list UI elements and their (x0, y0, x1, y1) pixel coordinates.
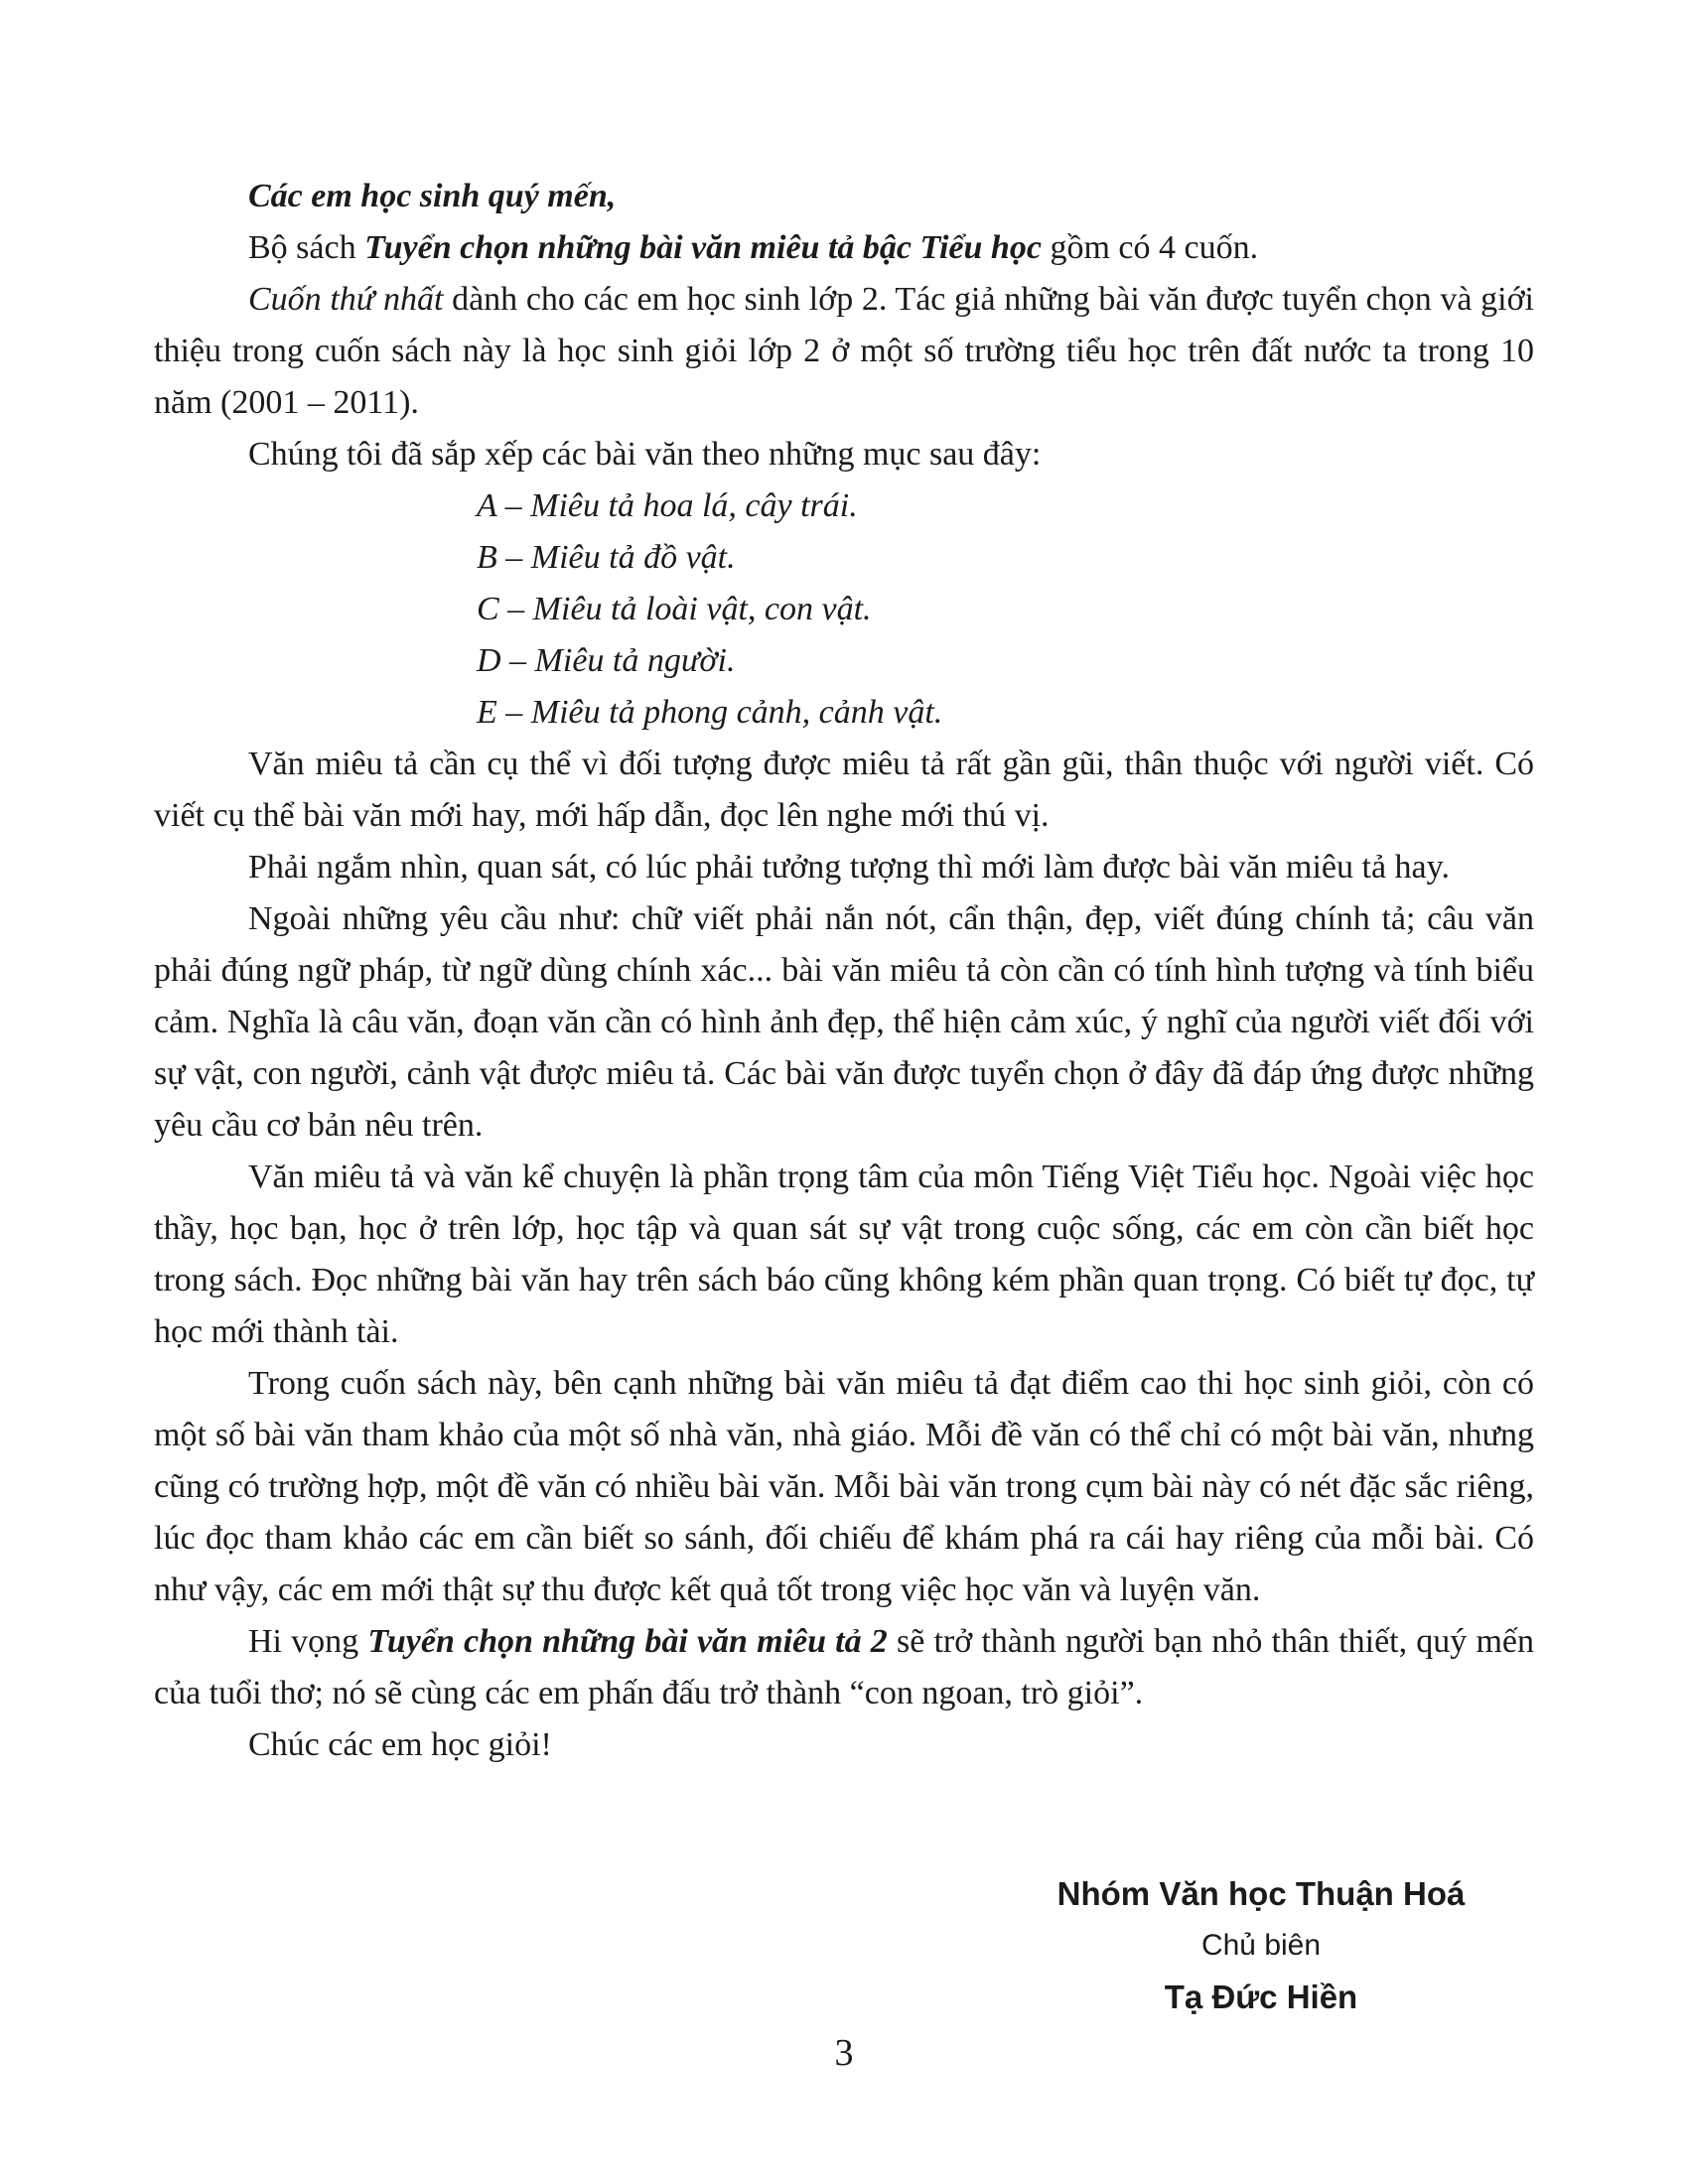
volume-intro-rest: dành cho các em học sinh lớp 2. Tác giả những bài văn được tuyển chọn và giới thiệu trong cuốn sách này là học sinh giỏi lớp 2 ở một số trường tiểu học trên đất nước ta trong 10 năm (2001 – 2011). (154, 281, 1534, 421)
section-item-e: E – Miêu tả phong cảnh, cảnh vật. (477, 694, 943, 731)
paragraph-hope (154, 1616, 1534, 1719)
paragraph-series-intro (154, 222, 1534, 274)
paragraph-reference-essays: Trong cuốn sách này, bên cạnh những bài văn miêu tả đạt điểm cao thi học sinh giỏi, còn có một số bài văn tham khảo của một số nhà văn, nhà giáo. Mỗi đề văn có thể chỉ có một bài văn, nhưng cũng có trường hợp, một đề văn có nhiều bài văn. Mỗi bài văn trong cụm bài này có nét đặc sắc riêng, lúc đọc tham khảo các em cần biết so sánh, đối chiếu để khám phá ra cái hay riêng của mỗi bài. Có như vậy, các em mới thật sự thu được kết quả tốt trong việc học văn và luyện văn. (154, 1365, 1534, 1608)
section-item-b: B – Miêu tả đồ vật. (477, 539, 736, 576)
paragraph-concrete: Văn miêu tả cần cụ thể vì đối tượng được miêu tả rất gần gũi, thân thuộc với người viết. Có viết cụ thể bài văn mới hay, mới hấp dẫn, đọc lên nghe mới thú vị. (154, 746, 1534, 834)
series-intro-pre: Bộ sách (248, 229, 365, 266)
salutation-text: Các em học sinh quý mến, (248, 178, 617, 214)
section-list (154, 480, 1534, 739)
paragraph-volume-intro (154, 274, 1534, 429)
signature-editor-name: Tạ Đức Hiền (1164, 1979, 1358, 2015)
section-item-c: C – Miêu tả loài vật, con vật. (477, 591, 872, 627)
paragraph-requirements: Ngoài những yêu cầu như: chữ viết phải nắn nót, cẩn thận, đẹp, viết đúng chính tả; câu văn phải đúng ngữ pháp, từ ngữ dùng chính xác... bài văn miêu tả còn cần có tính hình tượng và tính biểu cảm. Nghĩa là câu văn, đoạn văn cần có hình ảnh đẹp, thể hiện cảm xúc, ý nghĩ của người viết đối với sự vật, con người, cảnh vật được miêu tả. Các bài văn được tuyển chọn ở đây đã đáp ứng được những yêu cầu cơ bản nêu trên. (154, 900, 1534, 1144)
paragraph-core-subject: Văn miêu tả và văn kể chuyện là phần trọng tâm của môn Tiếng Việt Tiểu học. Ngoài việc học thầy, học bạn, học ở trên lớp, học tập và quan sát sự vật trong cuộc sống, các em còn cần biết học trong sách. Đọc những bài văn hay trên sách báo cũng không kém phần quan trọng. Có biết tự đọc, tự học mới thành tài. (154, 1159, 1534, 1350)
section-item-a: A – Miêu tả hoa lá, cây trái. (477, 487, 858, 524)
paragraph-observe: Phải ngắm nhìn, quan sát, có lúc phải tưởng tượng thì mới làm được bài văn miêu tả hay. (248, 849, 1450, 886)
hope-pre: Hi vọng (248, 1623, 368, 1660)
signature-group-name: Nhóm Văn học Thuận Hoá (1056, 1875, 1466, 1912)
signature-role: Chủ biên (1200, 1929, 1322, 1962)
hope-post: sẽ trở thành người bạn nhỏ thân thiết, quý mến của tuổi thơ; nó sẽ cùng các em phấn đấu trở thành “con ngoan, trò giỏi”. (154, 1623, 1534, 1711)
volume-title: Cuốn thứ nhất (248, 281, 444, 318)
series-title: Tuyển chọn những bài văn miêu tả bậc Tiểu học (364, 229, 1042, 266)
salutation (154, 171, 1534, 222)
book-title: Tuyển chọn những bài văn miêu tả 2 (367, 1623, 888, 1660)
section-item-d: D – Miêu tả người. (477, 642, 736, 679)
paragraph-closing: Chúc các em học giỏi! (248, 1726, 552, 1763)
preface-content (154, 171, 1534, 1771)
series-intro-post: gồm có 4 cuốn. (1041, 229, 1259, 266)
signature-block (1013, 1868, 1509, 2023)
page-number: 3 (834, 2032, 854, 2074)
paragraph-sections-intro: Chúng tôi đã sắp xếp các bài văn theo những mục sau đây: (248, 436, 1042, 473)
